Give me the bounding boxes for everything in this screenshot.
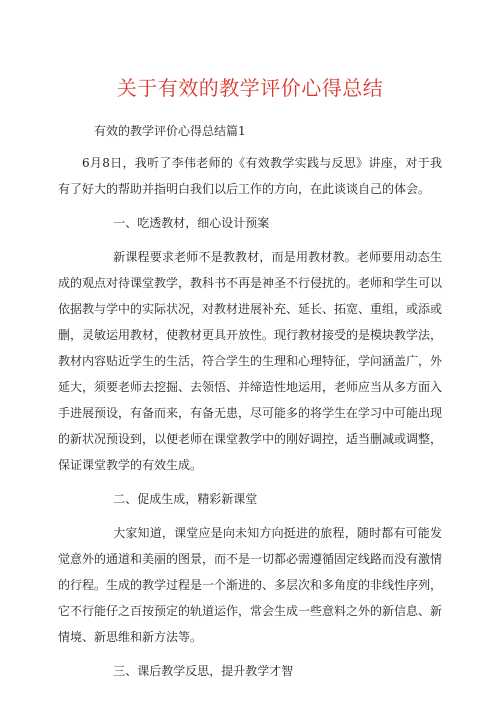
section-body-1: 新课程要求老师不是教教材，而是用教材教。老师要用动态生成的观点对待课堂教学，教科书不再是神圣不行侵扰的。老师和学生可以依据教与学中的实际状况，对教材进展补充、延长、拓宽、重组，或添或删，灵敏运用教材，使教材更具开放性。现行教材接受的是模块教学法，教材内容贴近学生的生活，符合学生的生理和心理特征，学问涵盖广，外延大，须要老师去挖掘、去领悟、并缔造性地运用，老师应当从多方面入手进展预设，有备而来，有备无患，尽可能多的将学生在学习中可能出现的新状况预设到，以便老师在课堂教学中的刚好调控，适当删减或调整，保证课堂教学的有效生成。 xyxy=(58,250,443,472)
document-body xyxy=(58,118,442,692)
section-heading-3: 三、课后教学反思，提升教学才智 xyxy=(113,664,294,678)
document-subtitle: 有效的教学评价心得总结篇1 xyxy=(94,124,246,138)
section-heading-2: 二、促成生成，精彩新课堂 xyxy=(113,492,258,506)
document-title: 关于有效的教学评价心得总结 xyxy=(116,76,384,100)
intro-paragraph: 6月8日，我听了李伟老师的《有效教学实践与反思》讲座，对于我有了好大的帮助并指明白我们以后工作的方向，在此谈谈自己的体会。 xyxy=(58,156,442,196)
section-body-2: 大家知道，课堂应是向未知方向挺进的旅程，随时都有可能发觉意外的通道和美丽的图景，而不是一切都必需遵循固定线路而没有激情的行程。生成的教学过程是一个渐进的、多层次和多角度的非线性序列，它不行能仔之百按预定的轨道运作，常会生成一些意料之外的新信息、新情境、新思维和新方法等。 xyxy=(58,526,443,644)
section-heading-1: 一、吃透教材，细心设计预案 xyxy=(113,216,270,230)
